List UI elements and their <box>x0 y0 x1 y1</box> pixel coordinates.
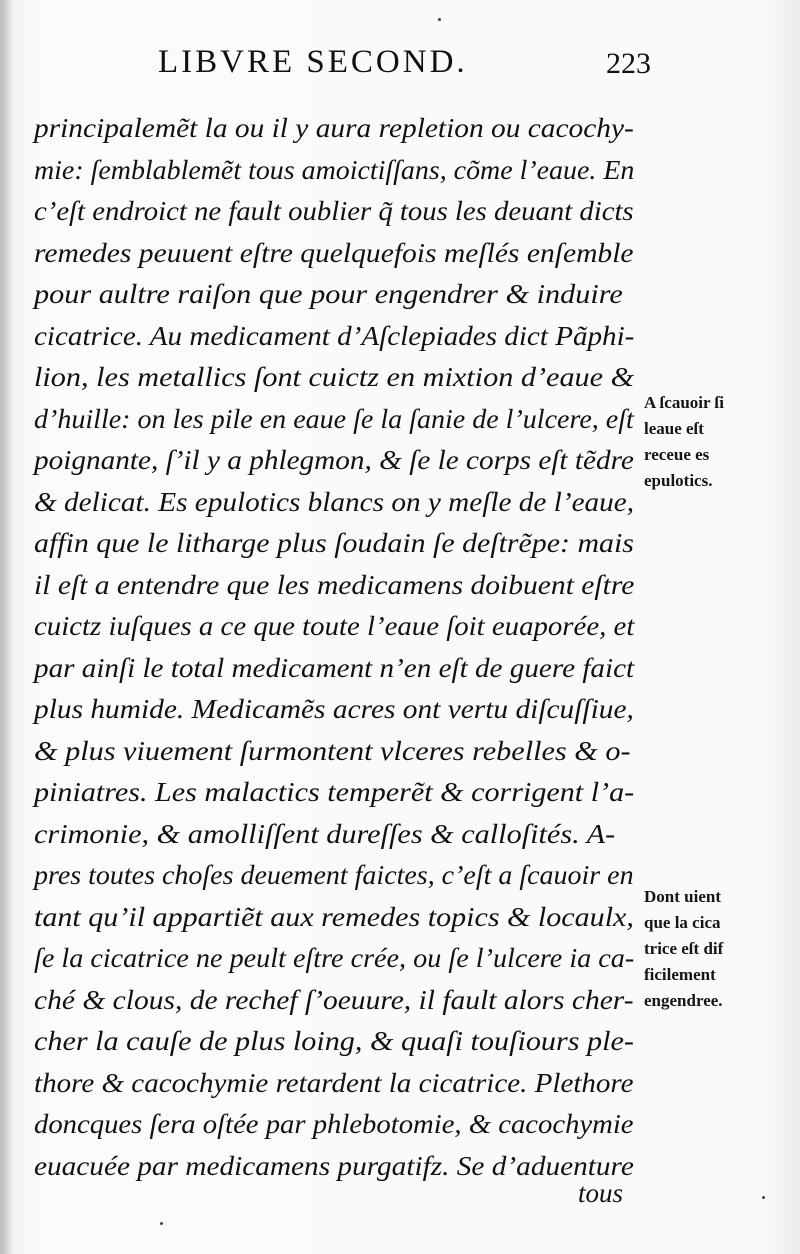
margin-note-line: receue es <box>644 445 710 464</box>
text-line: ché & clous, de rechef ſ’oeuure, il fault alors cher- <box>34 984 634 1015</box>
page-number: 223 <box>606 47 651 80</box>
running-title: LIBVRE SECOND. <box>158 44 468 80</box>
margin-note-line: que la cica <box>644 913 721 932</box>
text-line: cher la cauſe de plus loing, & quaſi touſiours ple- <box>34 1026 634 1056</box>
main-text-block <box>34 108 634 1187</box>
text-line: cuictz iuſques a ce que toute l’eaue ſoit euaporée, et <box>34 611 635 641</box>
text-line: il eſt a entendre que les medicamens doibuent eſtre <box>34 569 635 600</box>
text-line: d’huille: on les pile en eaue ſe la ſanie de l’ulcere, eſt <box>34 403 634 434</box>
text-line: crimonie, & amolliſſent dureſſes & calloſités. A- <box>34 818 616 849</box>
text-line: tant qu’il appartiẽt aux remedes topics & locaulx, <box>34 901 634 932</box>
margin-note-line: trice eſt dif <box>644 939 724 958</box>
text-line: & delicat. Es epulotics blancs on y meſle de l’eaue, <box>34 486 635 517</box>
margin-note-line: leaue eſt <box>644 419 704 438</box>
text-line: piniatres. Les malactics temperẽt & corrigent l’a- <box>34 777 635 807</box>
text-line: remedes peuuent eſtre quelquefois meſlés enſemble <box>34 237 634 268</box>
text-line: thore & cacochymie retardent la cicatrice. Plethore <box>34 1067 634 1098</box>
text-line: pres toutes choſes deuement faictes, c’eſt a ſcauoir en <box>34 860 634 890</box>
margin-note-line: A ſcauoir ſi <box>644 393 724 412</box>
margin-note-line: ficilement <box>644 965 716 984</box>
text-line: doncques ſera oſtée par phlebotomie, & cacochymie <box>34 1109 634 1139</box>
text-line: affin que le litharge plus ſoudain ſe deſtrẽpe: mais <box>34 528 634 558</box>
text-line: par ainſi le total medicament n’en eſt de guere faict <box>34 652 635 683</box>
text-line: mie: ſemblablemẽt tous amoictiſſans, cõme l’eaue. En <box>34 154 635 185</box>
text-line: poignante, ſ’il y a phlegmon, & ſe le corps eſt tẽdre <box>34 445 634 475</box>
text-line: principalemẽt la ou il y aura repletion ou cacochy- <box>34 113 634 143</box>
page-gutter-shadow <box>0 0 14 1254</box>
ink-speck <box>160 1222 163 1225</box>
text-line: plus humide. Medicamẽs acres ont vertu diſcuſſiue, <box>34 694 634 724</box>
ink-speck <box>438 18 441 21</box>
margin-note-line: Dont uient <box>644 887 721 906</box>
margin-note-line: engendree. <box>644 991 723 1010</box>
catchword: tous <box>578 1178 624 1208</box>
text-line: & plus viuement ſurmontent vlceres rebelles & o- <box>34 735 631 766</box>
text-line: c’eſt endroict ne fault oublier q̃ tous les deuant dicts <box>34 196 634 226</box>
text-line: euacuée par medicamens purgatifz. Se d’aduenture <box>34 1150 634 1181</box>
text-line: ſe la cicatrice ne peult eſtre crée, ou ſe l’ulcere ia ca- <box>34 943 635 973</box>
margin-note-epulotics <box>644 390 774 494</box>
text-line: pour aultre raiſon que pour engendrer & induire <box>34 279 623 309</box>
margin-note-cicatrice <box>644 884 774 1014</box>
ink-speck <box>762 1196 765 1199</box>
text-line: cicatrice. Au medicament d’Aſclepiades dict Pãphi- <box>34 320 635 351</box>
text-line: lion, les metallics ſont cuictz en mixtion d’eaue & <box>34 362 635 392</box>
margin-note-line: epulotics. <box>644 471 713 490</box>
